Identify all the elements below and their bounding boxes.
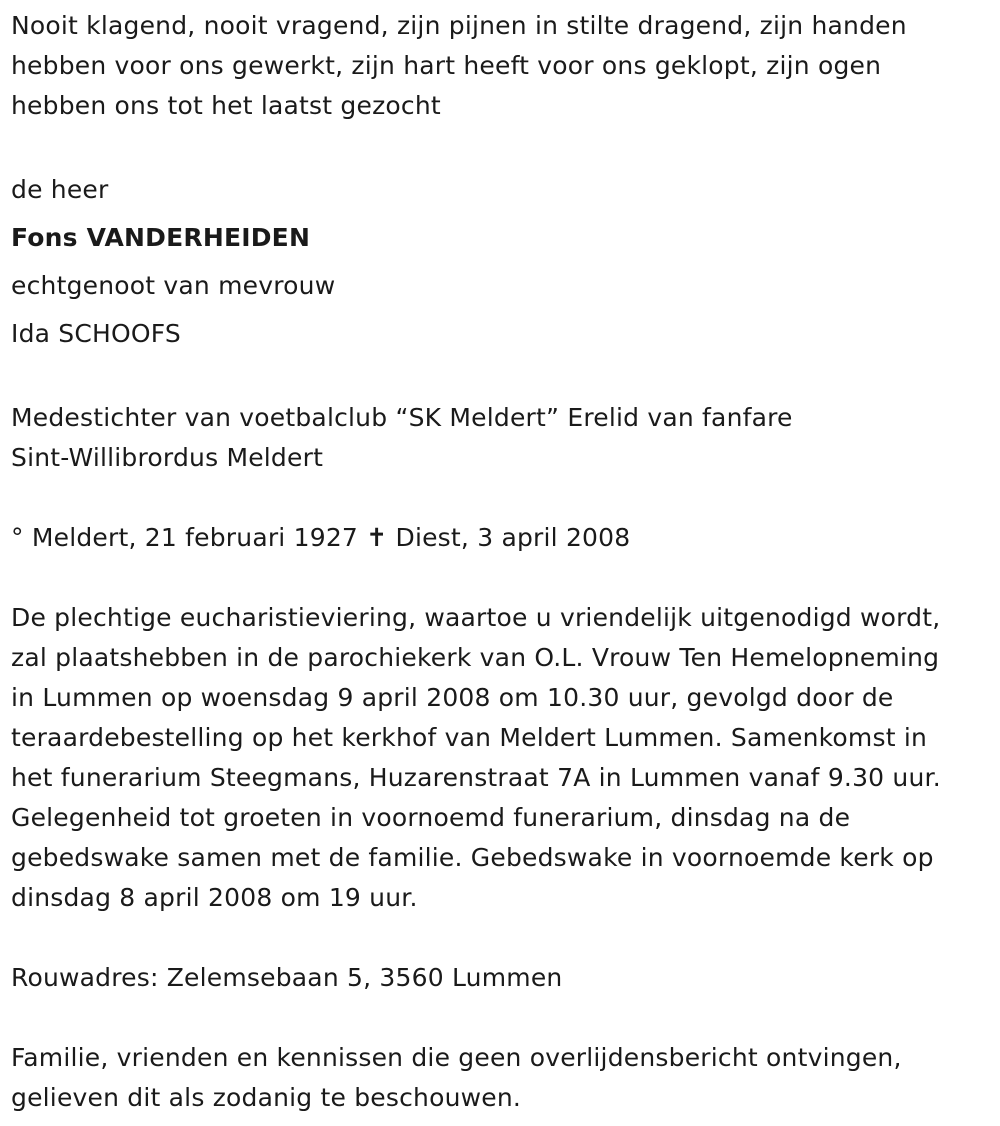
ceremony-line: in Lummen op woensdag 9 april 2008 om 10.30 uur, gevolgd door de xyxy=(11,683,894,712)
ceremony-line: teraardebestelling op het kerkhof van Meldert Lummen. Samenkomst in xyxy=(11,723,928,752)
ceremony-line: gebedswake samen met de familie. Gebedswake in voornoemde kerk op xyxy=(11,843,934,872)
poem-block xyxy=(11,6,992,126)
ceremony-line: De plechtige eucharistieviering, waartoe u vriendelijk uitgenodigd wordt, xyxy=(11,603,941,632)
ceremony-line: het funerarium Steegmans, Huzarenstraat 7A in Lummen vanaf 9.30 uur. xyxy=(11,763,941,792)
poem-line: Nooit klagend, nooit vragend, zijn pijnen in stilte dragend, zijn handen xyxy=(11,11,907,40)
closing-line: Familie, vrienden en kennissen die geen overlijdensbericht ontvingen, xyxy=(11,1043,902,1072)
poem-line: hebben voor ons gewerkt, zijn hart heeft voor ons geklopt, zijn ogen xyxy=(11,51,882,80)
deceased-name: Fons VANDERHEIDEN xyxy=(11,223,311,252)
spouse-name: Ida SCHOOFS xyxy=(11,319,181,348)
ceremony-block xyxy=(11,598,992,918)
closing-block xyxy=(11,1038,992,1118)
affiliations-block xyxy=(11,398,992,478)
life-dates xyxy=(11,518,992,558)
ceremony-line: dinsdag 8 april 2008 om 19 uur. xyxy=(11,883,418,912)
birth-date: Meldert, 21 februari 1927 xyxy=(31,523,359,552)
affiliation-line: Medestichter van voetbalclub “SK Meldert” Erelid van fanfare xyxy=(11,403,793,432)
ceremony-line: Gelegenheid tot groeten in voornoemd funerarium, dinsdag na de xyxy=(11,803,851,832)
poem-line: hebben ons tot het laatst gezocht xyxy=(11,91,441,120)
ceremony-line: zal plaatshebben in de parochiekerk van O.L. Vrouw Ten Hemelopneming xyxy=(11,643,940,672)
birth-symbol: ° xyxy=(11,523,24,552)
salutation: de heer xyxy=(11,175,109,204)
spouse-relation: echtgenoot van mevrouw xyxy=(11,271,336,300)
cross-icon: ✝ xyxy=(366,523,388,552)
mourning-address: Rouwadres: Zelemsebaan 5, 3560 Lummen xyxy=(11,963,563,992)
death-date: Diest, 3 april 2008 xyxy=(395,523,631,552)
closing-line: gelieven dit als zodanig te beschouwen. xyxy=(11,1083,522,1112)
affiliation-line: Sint-Willibrordus Meldert xyxy=(11,443,324,472)
